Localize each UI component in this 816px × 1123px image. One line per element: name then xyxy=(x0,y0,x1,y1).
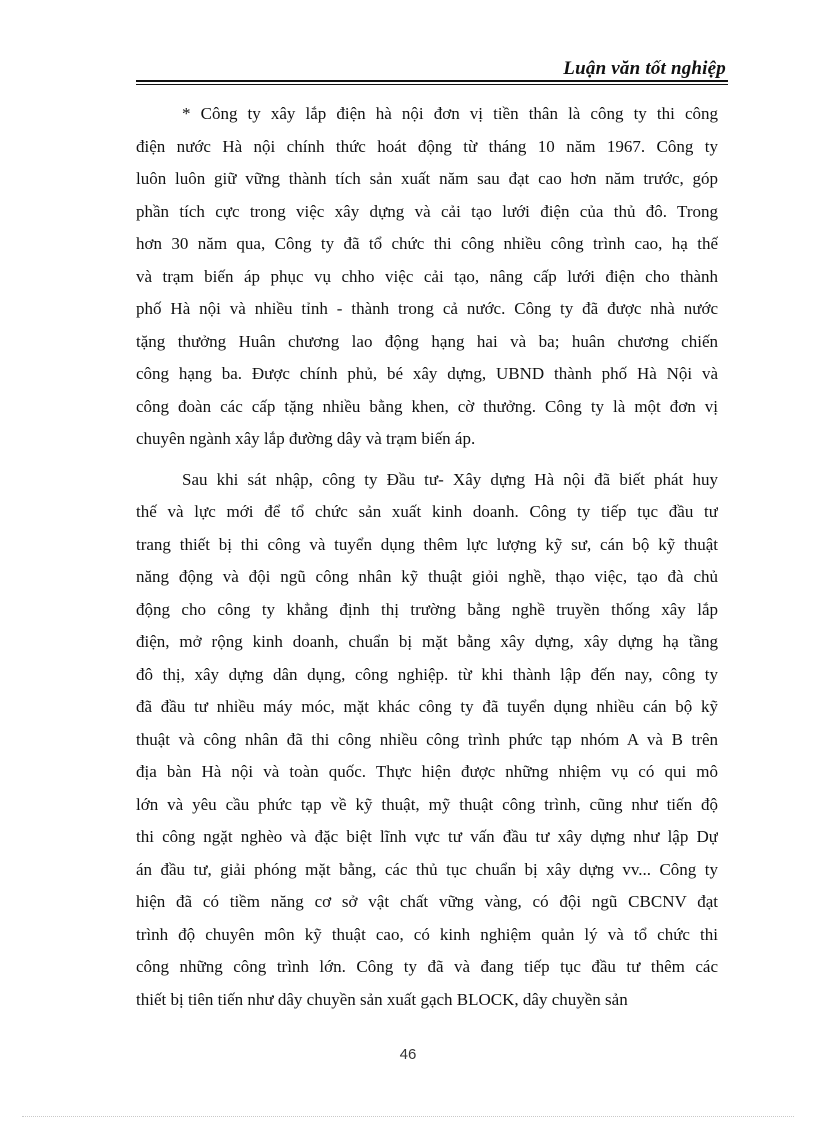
text-line: đô thị, xây dựng dân dụng, công nghiệp. từ khi thành lập đến nay, công ty xyxy=(136,664,718,684)
body-text xyxy=(136,98,718,1016)
paragraph-2 xyxy=(136,464,718,1017)
text-line: điện, mở rộng kinh doanh, chuẩn bị mặt bằng xây dựng, xây dựng hạ tầng xyxy=(136,632,718,651)
text-line: hơn 30 năm qua, Công ty đã tổ chức thi công nhiều công trình cao, hạ thế xyxy=(136,234,718,253)
page-number: 46 xyxy=(399,1046,417,1063)
text-line: thiết bị tiên tiến như dây chuyền sản xuất gạch BLOCK, dây chuyền sản xyxy=(136,989,628,1009)
header-rule-thin xyxy=(136,84,728,85)
text-line: động cho công ty khẳng định thị trường bằng nghề truyền thống xây lắp xyxy=(136,599,718,619)
page-bottom-divider xyxy=(22,1116,794,1117)
text-line: công hạng ba. Được chính phủ, bé xây dựng, UBND thành phố Hà Nội và xyxy=(136,364,718,383)
text-line: phố Hà nội và nhiều tỉnh - thành trong cả nước. Công ty đã được nhà nước xyxy=(136,299,718,318)
text-line: công đoàn các cấp tặng nhiều bằng khen, cờ thưởng. Công ty là một đơn vị xyxy=(136,396,718,416)
text-line: và trạm biến áp phục vụ chho việc cải tạo, nâng cấp lưới điện cho thành xyxy=(136,266,718,286)
text-line: trình độ chuyên môn kỹ thuật cao, có kinh nghiệm quản lý và tổ chức thi xyxy=(136,924,718,944)
text-line: trang thiết bị thi công và tuyển dụng thêm lực lượng kỹ sư, cán bộ kỹ thuật xyxy=(136,534,718,554)
text-line: thế và lực mới để tổ chức sản xuất kinh doanh. Công ty tiếp tục đầu tư xyxy=(136,502,718,521)
header-rule xyxy=(136,80,728,82)
text-line: Sau khi sát nhập, công ty Đầu tư- Xây dựng Hà nội đã biết phát huy xyxy=(182,469,718,489)
text-line: án đầu tư, giải phóng mặt bằng, các thủ tục chuẩn bị xây dựng vv... Công ty xyxy=(136,859,718,879)
header-title: Luận văn tốt nghiệp xyxy=(563,58,726,79)
running-header xyxy=(136,52,728,82)
text-line: chuyên ngành xây lắp đường dây và trạm biến áp. xyxy=(136,429,476,448)
text-line: địa bàn Hà nội và toàn quốc. Thực hiện được những nhiệm vụ có qui mô xyxy=(136,762,718,781)
text-line: * Công ty xây lắp điện hà nội đơn vị tiền thân là công ty thi công xyxy=(182,104,718,123)
text-line: lớn và yêu cầu phức tạp về kỹ thuật, mỹ thuật công trình, cũng như tiến độ xyxy=(136,794,718,814)
text-line: đã đầu tư nhiều máy móc, mặt khác công ty đã tuyển dụng nhiều cán bộ kỹ xyxy=(136,697,718,716)
text-line: điện nước Hà nội chính thức hoát động từ tháng 10 năm 1967. Công ty xyxy=(136,136,718,156)
text-line: thi công ngặt nghèo và đặc biệt lĩnh vực tư vấn đầu tư xây dựng như lập Dự xyxy=(136,827,718,846)
text-line: luôn luôn giữ vững thành tích sản xuất năm sau đạt cao hơn năm trước, góp xyxy=(136,169,718,188)
text-line: tặng thưởng Huân chương lao động hạng hai và ba; huân chương chiến xyxy=(136,331,718,351)
text-line: năng động và đội ngũ công nhân kỹ thuật giỏi nghề, thạo việc, tạo đà chủ xyxy=(136,567,718,586)
text-line: thuật và công nhân đã thi công nhiều công trình phức tạp nhóm A và B trên xyxy=(136,729,718,749)
paragraph-1 xyxy=(136,98,718,456)
text-line: công những công trình lớn. Công ty đã và đang tiếp tục đầu tư thêm các xyxy=(136,957,718,976)
text-line: hiện đã có tiềm năng cơ sở vật chất vững vàng, có đội ngũ CBCNV đạt xyxy=(136,892,718,911)
text-line: phần tích cực trong việc xây dựng và cải tạo lưới điện của thủ đô. Trong xyxy=(136,201,718,221)
